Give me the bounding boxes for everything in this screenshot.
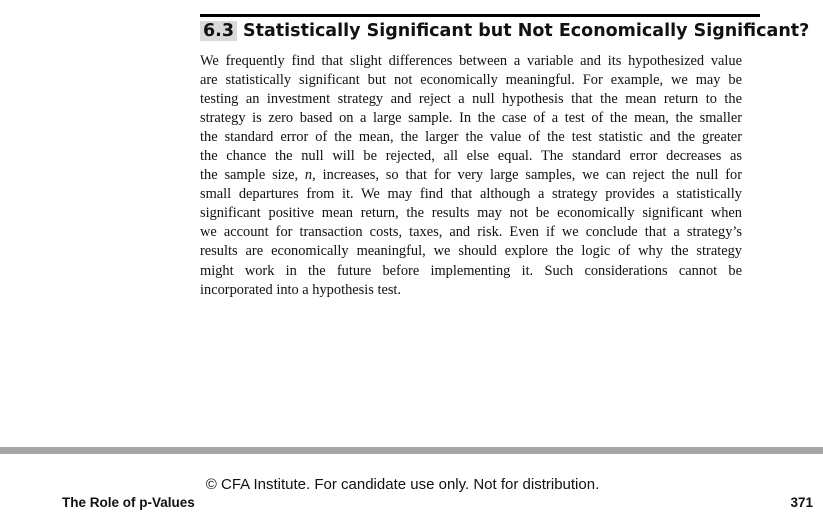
- paragraph-line: results are economically meaningful, we should explore the logic of why the strategy: [200, 243, 742, 260]
- line-rest: increases, so that for very large samples, we can reject the null for: [322, 167, 742, 184]
- paragraph-line: strategy is zero based on a large sample. In the case of a test of the mean, the smaller: [200, 110, 742, 127]
- body-paragraph: [200, 52, 742, 300]
- paragraph-line: might work in the future before implementing it. Such considerations cannot be: [200, 262, 742, 279]
- paragraph-line: the standard error of the mean, the larger the value of the test statistic and the greater: [200, 129, 742, 146]
- paragraph-line: We frequently find that slight differences between a variable and its hypothesized value: [200, 53, 742, 69]
- paragraph-line: the chance the null will be rejected, all else equal. The standard error decreases as: [200, 148, 742, 165]
- paragraph-line: testing an investment strategy and reject a null hypothesis that the mean return to the: [200, 91, 742, 108]
- running-title: The Role of p-Values: [62, 495, 195, 510]
- line-separator: ,: [312, 167, 323, 184]
- paragraph-line: we account for transaction costs, taxes, and risk. Even if we conclude that a strategy’s: [200, 224, 742, 241]
- paragraph-line-last: incorporated into a hypothesis test.: [200, 281, 402, 298]
- paragraph-line: significant positive mean return, the results may not be economically significant when: [200, 205, 742, 222]
- section-number: 6.3: [200, 21, 237, 41]
- copyright-notice: © CFA Institute. For candidate use only. Not for distribution.: [205, 476, 600, 493]
- section-title: Statistically Significant but Not Economically Significant?: [243, 21, 810, 41]
- paragraph-line-with-variable: [200, 166, 742, 185]
- paragraph-line: are statistically significant but not economically meaningful. For example, we may be: [200, 72, 742, 89]
- paragraph-line: small departures from it. We may find that although a strategy provides a statistically: [200, 186, 742, 203]
- section-heading: [200, 14, 810, 41]
- footer-rule: [0, 447, 823, 454]
- line-prefix: the sample size,: [200, 167, 305, 184]
- sample-size-variable: n: [304, 167, 313, 184]
- page-number: 371: [790, 495, 813, 510]
